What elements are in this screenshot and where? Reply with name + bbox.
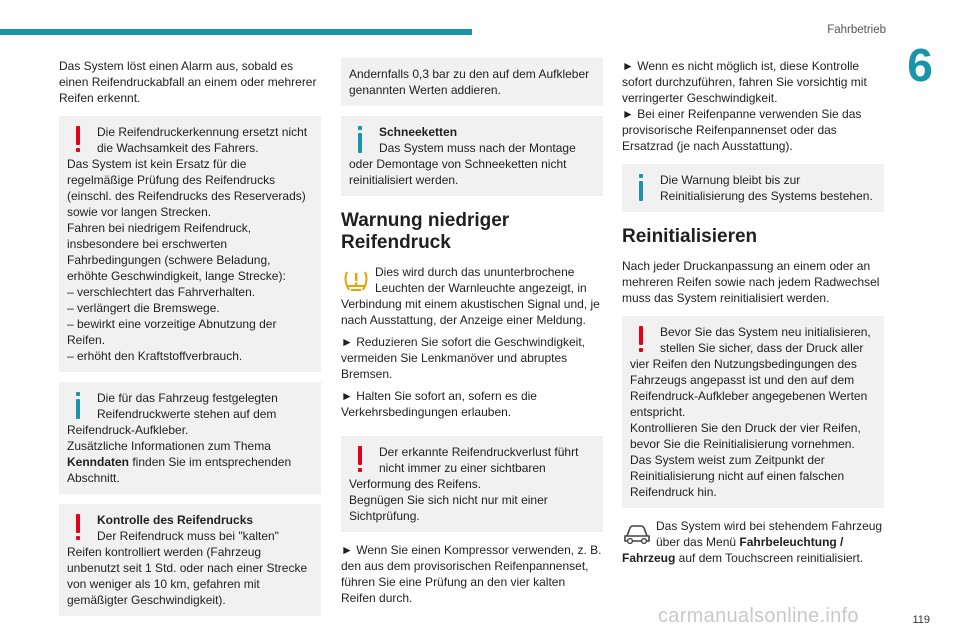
instruction-step: ► Bei einer Reifenpanne verwenden Sie das provisorische Reifenpannenset oder das Ersatzrad (je nach Ausstattung).	[622, 107, 862, 153]
info-icon	[630, 172, 656, 204]
compressor-instruction: ► Wenn Sie einen Kompressor verwenden, z. B. den aus dem provisorischen Reifenpannenset, führen Sie eine Prüfung an den vier kalten Reifen durch.	[341, 543, 602, 605]
continued-text: Andernfalls 0,3 bar zu den auf dem Aufkleber genannten Werten addieren.	[349, 67, 590, 97]
instruction-step: ► Wenn es nicht möglich ist, diese Kontrolle sofort durchzuführen, fahren Sie vorsichtig mit verringerter Geschwindigkeit.	[622, 59, 867, 105]
warning-line: Das System ist kein Ersatz für die regelmäßige Prüfung des Reifendrucks (einschl. des Reifendrucks des Reserverads) sowie vor langen Strecken.	[67, 157, 306, 219]
info-line: Zusätzliche Informationen zum Thema Kenndaten finden Sie im entsprechenden Abschnitt.	[67, 439, 292, 485]
intro-paragraph: Das System löst einen Alarm aus, sobald es einen Reifendruckabfall an einem oder mehrerer Reifen erkennt.	[59, 59, 317, 105]
menu-path: Fahrbeleuchtung / Fahrzeug	[622, 535, 844, 565]
warning-line: Der erkannte Reifendruckverlust führt nicht immer zu einer sichtbaren Verformung des Reifens.	[349, 445, 579, 491]
instruction-step: ► Halten Sie sofort an, sofern es die Verkehrsbedingungen erlauben.	[341, 389, 537, 419]
warning-line: Der Reifendruck muss bei "kalten" Reifen kontrolliert werden (Fahrzeug unbenutzt seit 1 Std. oder nach einer Strecke von weniger als 10 km, gefahren mit gemäßigter Geschwindigkeit).	[67, 529, 308, 607]
warning-box-awareness	[59, 116, 321, 372]
info-title: Schneeketten	[379, 125, 458, 139]
column-2	[341, 58, 603, 612]
warning-list-item: – verlängert die Bremswege.	[67, 301, 220, 315]
exclamation-warning-icon	[67, 512, 93, 544]
info-box-pressure-values	[59, 382, 321, 494]
exclamation-warning-icon	[67, 124, 93, 156]
tire-pressure-warning-icon	[341, 264, 371, 294]
watermark: carmanualsonline.info	[658, 605, 859, 627]
warning-light-section	[341, 264, 603, 426]
warning-light-text: Dies wird durch das ununterbrochene Leuchten der Warnleuchte angezeigt, in Verbindung mit einem akustischen Signal und, je nach Ausstattung, der Anzeige einer Meldung.	[341, 265, 600, 327]
info-line: Die Warnung bleibt bis zur Reinitialisierung des Systems bestehen.	[660, 173, 873, 203]
chapter-number: 6	[907, 39, 933, 91]
section-title: Fahrbetrieb	[827, 24, 886, 36]
warning-line: Fahren bei niedrigem Reifendruck, insbesondere bei erschwerten Fahrbedingungen (schwere Beladung, erhöhte Geschwindigkeit, lange Strecke):	[67, 221, 286, 283]
warning-line: Begnügen Sie sich nicht nur mit einer Sichtprüfung.	[349, 493, 548, 523]
warning-list-item: – verschlechtert das Fahrverhalten.	[67, 285, 256, 299]
warning-line: Die Reifendruckerkennung ersetzt nicht die Wachsamkeit des Fahrers.	[97, 125, 308, 155]
continued-box	[341, 58, 603, 106]
warning-list-item: – bewirkt eine vorzeitige Abnutzung der Reifen.	[67, 317, 277, 347]
warning-line: Das System weist zum Zeitpunkt der Reinitialisierung nicht auf einen falschen Reifendruck hin.	[630, 453, 845, 499]
car-note	[622, 518, 884, 572]
heading-low-pressure-warning: Warnung niedriger Reifendruck	[341, 210, 510, 253]
warning-box-deformation	[341, 436, 603, 532]
exclamation-warning-icon	[630, 324, 656, 356]
header-accent-bar	[0, 29, 472, 35]
info-icon	[67, 390, 93, 422]
warning-box-pressure-check	[59, 504, 321, 616]
info-line: Das System muss nach der Montage oder Demontage von Schneeketten nicht reinitialisiert werden.	[349, 141, 576, 187]
bold-term: Kenndaten	[67, 455, 130, 469]
info-box-warning-persists	[622, 164, 884, 212]
warning-list-item: – erhöht den Kraftstoffverbrauch.	[67, 349, 243, 363]
column-3	[622, 58, 884, 580]
warning-line: Kontrollieren Sie den Druck der vier Reifen, bevor Sie die Reinitialisierung vornehmen.	[630, 421, 861, 451]
exclamation-warning-icon	[349, 444, 375, 476]
info-line: Die für das Fahrzeug festgelegten Reifendruckwerte stehen auf dem Reifendruck-Aufkleber.	[67, 391, 278, 437]
warning-title: Kontrolle des Reifendrucks	[97, 513, 254, 527]
page-number: 119	[912, 614, 930, 626]
reinit-paragraph: Nach jeder Druckanpassung an einem oder an mehreren Reifen sowie nach jedem Radwechsel muss das System reinitialisiert werden.	[622, 259, 880, 305]
info-box-snow-chains	[341, 116, 603, 196]
warning-box-before-reinit	[622, 316, 884, 508]
car-icon	[622, 520, 652, 546]
column-1	[59, 58, 321, 626]
instruction-step: ► Reduzieren Sie sofort die Geschwindigkeit, vermeiden Sie Lenkmanöver und abruptes Bremsen.	[341, 335, 585, 381]
warning-line: Bevor Sie das System neu initialisieren, stellen Sie sicher, dass der Druck aller vier Reifen den Nutzungsbedingungen des Fahrzeugs angepasst ist und den auf dem Reifendruck-Aufkleber angegebenen Werten entspricht.	[630, 325, 871, 419]
heading-reinitialise: Reinitialisieren	[622, 226, 758, 247]
car-note-text: Das System wird bei stehendem Fahrzeug über das Menü Fahrbeleuchtung / Fahrzeug auf dem Touchscreen reinitialisiert.	[622, 519, 883, 565]
info-icon	[349, 124, 375, 156]
